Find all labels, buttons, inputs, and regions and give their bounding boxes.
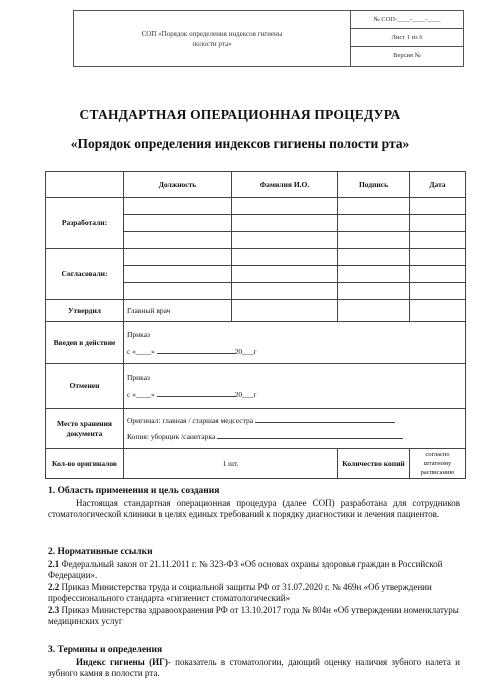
section-2-title: 2. Нормативные ссылки: [48, 547, 153, 557]
storage-copies-text: Копия: уборщик /санитарка: [127, 432, 216, 441]
header-version: Версия №: [393, 52, 421, 59]
introduced-date-prefix: с «____»: [127, 346, 155, 356]
item-text: Приказ Министерства здравоохранения РФ от 13.10.2017 года № 804н «Об утверждении номенклатуры медицинских услуг: [48, 604, 459, 626]
table-cell: [410, 249, 466, 266]
document-title-line2: «Порядок определения индексов гигиены полости рта»: [70, 136, 410, 151]
col-position: Должность: [124, 172, 232, 198]
table-cell: [124, 198, 232, 215]
table-cell: [338, 300, 410, 322]
col-name: Фамилия И.О.: [232, 172, 338, 198]
item-text: Федеральный закон от 21.11.2011 г. № 323-ФЗ «Об основах охраны здоровья граждан в Российской Федерации».: [48, 558, 443, 580]
introduced-order-cell: [124, 322, 466, 364]
table-cell: [338, 249, 410, 266]
table-cell: [410, 232, 466, 249]
section-3: [48, 645, 460, 680]
approved-position: Главный врач: [124, 300, 232, 322]
introduced-date-year: 20___г: [234, 346, 257, 356]
col-signature: Подпись: [338, 172, 410, 198]
table-cell: [232, 215, 338, 232]
originals-count: 1 шт.: [124, 449, 338, 479]
item-number: 2.3: [48, 604, 60, 615]
table-cell: [338, 266, 410, 283]
cancelled-order-label: Приказ: [127, 373, 151, 382]
table-cell: [124, 215, 232, 232]
section-3-title: 3. Термины и определения: [48, 645, 163, 655]
introduced-order-date: [127, 346, 462, 357]
table-cell: [232, 266, 338, 283]
blank-line: [255, 415, 395, 423]
row-label-approved: Утвердил: [46, 300, 124, 322]
header-meta: [351, 11, 463, 66]
section-2-item-3: [48, 605, 460, 628]
table-cell: [232, 198, 338, 215]
table-cell: [410, 300, 466, 322]
header-sop-number: № СОП-____-____-____: [351, 11, 463, 29]
blank-line: [217, 431, 403, 439]
row-label-introduced: Введен в действие: [46, 322, 124, 364]
table-cell: [124, 283, 232, 300]
term-name: Индекс гигиены (ИГ): [76, 656, 168, 667]
table-cell: [410, 215, 466, 232]
table-cell: [410, 198, 466, 215]
row-label-agreed: Согласовали:: [46, 249, 124, 300]
row-label-developed: Разработали:: [46, 198, 124, 249]
storage-copies: [127, 431, 462, 442]
table-cell: [410, 283, 466, 300]
table-header-row: [46, 172, 466, 198]
storage-cell: [124, 409, 466, 449]
section-2: [48, 547, 460, 628]
header-sop-line2: полости рта»: [192, 39, 232, 48]
item-text: Приказ Министерства труда и социальной защиты РФ от 31.07.2020 г. № 469н «Об утверждении профессионального стандарта «гигиенист стоматологический»: [48, 581, 432, 603]
table-cell: [124, 266, 232, 283]
storage-original-text: Оригинал: главная / старшая медсестра: [127, 416, 254, 425]
blank-line: [157, 389, 235, 397]
section-1-text: Настоящая стандартная операционная процедура (далее СОП) разработана для сотрудников стоматологической клиники в целях единых требований к порядку диагностики и лечения пациентов.: [48, 497, 460, 519]
item-number: 2.2: [48, 581, 60, 592]
blank-line: [157, 346, 235, 354]
copies-count-label: Количество копий: [338, 449, 410, 479]
table-cell: [232, 249, 338, 266]
section-3-text-block: [48, 657, 460, 680]
term-definition: - показатель в стоматологии, дающий оценку наличия зубного налета и зубного камня в полости рта.: [48, 656, 460, 678]
table-cell: [232, 300, 338, 322]
table-cell: [232, 283, 338, 300]
storage-original: [127, 415, 462, 426]
header-sheet: Лист 1 из 6: [351, 29, 463, 47]
approval-table: [45, 171, 466, 479]
table-cell: [338, 215, 410, 232]
table-cell: [338, 232, 410, 249]
introduced-order-label: Приказ: [127, 329, 151, 339]
row-label-cancelled: Отменен: [46, 364, 124, 409]
table-cell: [124, 249, 232, 266]
table-corner-cell: [46, 172, 124, 198]
cancelled-date-prefix: с «____»: [127, 390, 155, 399]
document-header: [73, 10, 464, 67]
section-2-item-2: [48, 582, 460, 605]
section-1: [48, 486, 460, 521]
table-cell: [338, 198, 410, 215]
cancelled-order-cell: [124, 364, 466, 409]
cancelled-date-year: 20___г: [234, 390, 257, 399]
cancelled-order-date: [127, 389, 462, 400]
table-cell: [410, 266, 466, 283]
copies-count: согласно штатному расписанию: [410, 449, 466, 479]
table-cell: [124, 232, 232, 249]
header-sop-title: [74, 11, 351, 66]
row-label-storage: Место хранения документа: [46, 409, 124, 449]
document-title-line1: СТАНДАРТНАЯ ОПЕРАЦИОННАЯ ПРОЦЕДУРА: [79, 107, 401, 122]
table-cell: [338, 283, 410, 300]
col-date: Дата: [410, 172, 466, 198]
table-cell: [232, 232, 338, 249]
row-label-originals-count: Кол-во оригиналов: [46, 449, 124, 479]
header-sop-line1: СОП «Порядок определения индексов гигиены: [141, 29, 283, 38]
section-2-item-1: [48, 559, 460, 582]
section-1-title: 1. Область применения и цель создания: [48, 486, 220, 496]
item-number: 2.1: [48, 558, 60, 569]
